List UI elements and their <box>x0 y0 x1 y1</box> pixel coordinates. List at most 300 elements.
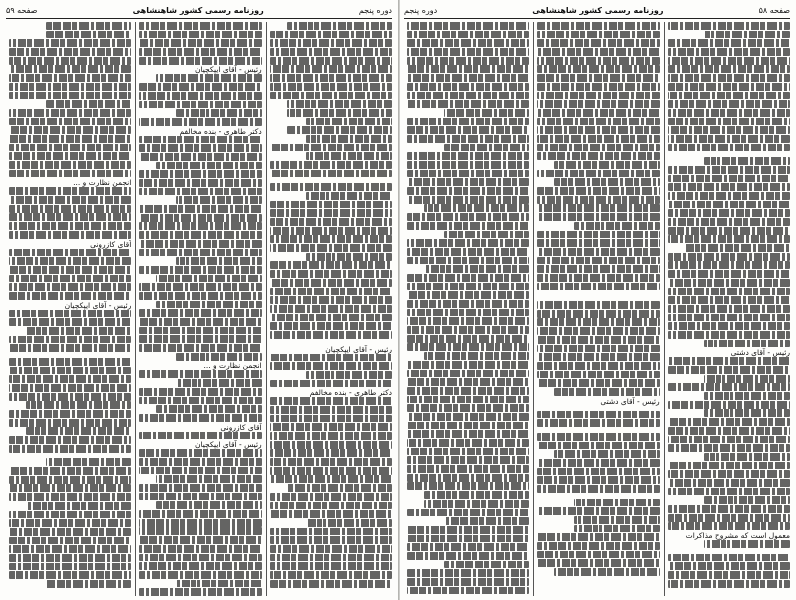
left-page-columns <box>6 22 392 596</box>
text-line <box>270 227 392 235</box>
text-line <box>668 505 790 513</box>
text-line <box>407 552 529 560</box>
text-line <box>537 196 659 204</box>
text-line <box>270 354 392 362</box>
text-line <box>668 65 790 73</box>
text-line <box>407 370 529 378</box>
text-line <box>9 144 131 152</box>
text-line <box>139 188 261 196</box>
text-line <box>537 411 659 419</box>
text-line <box>424 204 529 212</box>
text-line <box>9 231 131 239</box>
text-line <box>407 135 529 143</box>
text-line <box>270 580 392 588</box>
text-line <box>537 48 659 56</box>
text-line <box>537 57 659 65</box>
text-line <box>9 511 131 519</box>
text-line <box>9 545 131 553</box>
text-line <box>668 562 790 570</box>
text-line <box>156 301 261 309</box>
text-line <box>668 135 790 143</box>
text-line <box>407 413 529 421</box>
text-line <box>537 152 659 160</box>
text-line <box>444 561 530 569</box>
right-page-term: دوره پنجم <box>404 6 438 15</box>
text-line <box>46 31 132 39</box>
text-line <box>9 344 131 352</box>
text-line <box>704 540 790 548</box>
text-line <box>407 257 529 265</box>
text-column <box>404 22 529 596</box>
text-line <box>537 22 659 30</box>
text-line <box>668 462 790 470</box>
text-line <box>407 83 529 91</box>
text-line <box>407 578 529 586</box>
text-line <box>156 475 261 483</box>
text-line <box>156 74 261 82</box>
text-line <box>9 537 131 545</box>
text-line <box>668 48 790 56</box>
text-line <box>46 100 132 108</box>
text-line <box>537 336 659 344</box>
text-line <box>537 419 659 427</box>
text-line <box>139 249 261 257</box>
text-line <box>554 178 659 186</box>
text-line <box>46 580 132 588</box>
text-line <box>139 92 261 100</box>
text-line <box>407 248 529 256</box>
text-line <box>9 48 131 56</box>
text-line <box>9 196 131 204</box>
text-line <box>537 310 659 318</box>
text-line <box>139 309 261 317</box>
text-line <box>270 270 392 278</box>
text-line <box>407 74 529 82</box>
text-line <box>668 201 790 209</box>
text-line <box>407 335 529 343</box>
text-line <box>537 65 659 73</box>
text-line <box>407 404 529 412</box>
text-line <box>9 336 131 344</box>
text-line <box>139 510 261 518</box>
text-line <box>537 433 659 441</box>
text-line <box>407 92 529 100</box>
text-line <box>270 502 392 510</box>
text-line <box>306 519 392 527</box>
text-line <box>270 458 392 466</box>
left-page-title: روزنامه رسمی کشور شاهنشاهی <box>132 6 264 15</box>
text-line <box>668 488 790 496</box>
text-line <box>407 543 529 551</box>
text-line <box>9 92 131 100</box>
text-line <box>537 371 659 379</box>
text-line <box>139 519 261 527</box>
text-line <box>537 559 659 567</box>
text-line <box>444 109 530 117</box>
text-line <box>270 571 392 579</box>
text-line <box>407 422 529 430</box>
text-line <box>407 456 529 464</box>
text-line <box>270 362 392 370</box>
text-line <box>424 352 529 360</box>
text-line <box>139 327 261 335</box>
text-line <box>704 340 790 348</box>
text-line <box>407 57 529 65</box>
text-line <box>270 415 392 423</box>
text-line <box>554 161 659 169</box>
text-line <box>9 436 131 444</box>
text-line <box>176 109 262 117</box>
text-line <box>139 388 261 396</box>
text-line <box>139 562 261 570</box>
text-line <box>139 449 261 457</box>
text-line <box>9 65 131 73</box>
text-line <box>139 222 261 230</box>
text-line <box>270 467 392 475</box>
right-page <box>398 0 796 600</box>
text-line <box>407 430 529 438</box>
text-line <box>407 482 529 490</box>
text-line <box>668 571 790 579</box>
text-line <box>668 227 790 235</box>
text-line <box>537 301 659 309</box>
text-line <box>26 327 131 335</box>
text-line <box>537 265 659 273</box>
text-line <box>668 261 790 269</box>
text-line <box>407 187 529 195</box>
text-line <box>537 318 659 326</box>
text-line <box>424 265 529 273</box>
right-page-columns <box>404 22 790 596</box>
text-line <box>9 205 131 213</box>
text-line <box>668 554 790 562</box>
text-line <box>668 580 790 588</box>
text-line <box>574 499 660 507</box>
text-line <box>407 48 529 56</box>
text-line <box>407 535 529 543</box>
text-line: رئیس - آقای دشتی <box>600 396 660 406</box>
text-line <box>407 309 529 317</box>
text-line <box>668 22 790 30</box>
text-line <box>407 118 529 126</box>
text-line <box>407 22 529 30</box>
text-line <box>306 152 392 160</box>
text-line <box>270 279 392 287</box>
text-line <box>407 439 529 447</box>
text-line <box>668 314 790 322</box>
text-line <box>407 65 529 73</box>
text-line <box>668 209 790 217</box>
text-line <box>9 57 131 65</box>
text-line <box>270 170 392 178</box>
text-line <box>139 179 261 187</box>
text-line <box>537 100 659 108</box>
text-line <box>270 314 392 322</box>
text-line <box>407 178 529 186</box>
text-line <box>407 317 529 325</box>
text-line <box>139 83 261 91</box>
text-line <box>176 353 262 361</box>
text-line <box>537 248 659 256</box>
text-line <box>668 183 790 191</box>
text-line <box>9 476 131 484</box>
text-line <box>407 291 529 299</box>
text-line <box>306 371 392 379</box>
text-line <box>270 288 392 296</box>
text-line <box>270 423 392 431</box>
text-line <box>668 322 790 330</box>
text-line <box>287 100 392 108</box>
text-line <box>668 305 790 313</box>
text-line <box>139 39 261 47</box>
text-line <box>537 187 659 195</box>
text-line <box>407 343 529 351</box>
text-line <box>139 588 261 596</box>
text-line <box>270 83 392 91</box>
text-line <box>9 571 131 579</box>
text-line <box>9 74 131 82</box>
text-line <box>9 310 131 318</box>
text-line <box>139 344 261 352</box>
text-column <box>664 22 790 596</box>
text-line <box>704 157 790 165</box>
text-line <box>270 65 392 73</box>
text-line <box>270 331 392 339</box>
text-line <box>270 406 392 414</box>
text-line <box>668 288 790 296</box>
text-line <box>9 275 131 283</box>
text-line <box>176 379 262 387</box>
text-line <box>139 101 261 109</box>
text-line <box>139 48 261 56</box>
text-line <box>537 327 659 335</box>
text-line: معمول است که مشروح مذاکرات <box>685 531 790 541</box>
text-line <box>554 388 659 396</box>
text-column <box>135 22 261 596</box>
text-line <box>9 528 131 536</box>
text-line <box>407 326 529 334</box>
text-line <box>407 39 529 47</box>
text-line <box>270 39 392 47</box>
text-line <box>537 476 659 484</box>
text-line <box>270 528 392 536</box>
text-line <box>668 479 790 487</box>
text-line <box>139 283 261 291</box>
text-line <box>668 39 790 47</box>
text-line <box>9 384 131 392</box>
text-line <box>139 414 261 422</box>
text-line <box>554 568 659 576</box>
text-line <box>9 410 131 418</box>
text-line <box>176 580 262 588</box>
text-column <box>6 22 131 596</box>
text-line <box>9 393 131 401</box>
text-line <box>704 375 790 383</box>
text-line <box>668 192 790 200</box>
text-line <box>407 213 529 221</box>
text-line <box>668 366 790 374</box>
text-line <box>537 126 659 134</box>
text-line <box>9 109 131 117</box>
text-line <box>270 48 392 56</box>
text-line <box>704 496 790 504</box>
text-line <box>407 274 529 282</box>
text-line <box>139 493 261 501</box>
text-line: آقای کازرونی <box>220 422 262 432</box>
text-line <box>668 57 790 65</box>
text-line <box>407 161 529 169</box>
text-line <box>537 353 659 361</box>
text-line: دکتر طاهری - بنده مخالفم <box>179 126 262 136</box>
text-line <box>9 135 131 143</box>
text-line <box>270 562 392 570</box>
text-line <box>407 283 529 291</box>
text-line <box>306 118 392 126</box>
text-line <box>537 442 659 450</box>
text-line <box>444 231 530 239</box>
text-line <box>270 74 392 82</box>
text-line <box>537 204 659 212</box>
text-line <box>537 83 659 91</box>
text-line <box>407 126 529 134</box>
text-line <box>139 318 261 326</box>
text-line <box>9 283 131 291</box>
text-line <box>668 166 790 174</box>
text-line <box>9 358 131 366</box>
text-line <box>139 397 261 405</box>
text-line <box>270 244 392 252</box>
right-page-header <box>404 4 790 19</box>
text-line <box>537 92 659 100</box>
text-line <box>407 152 529 160</box>
text-line <box>270 536 392 544</box>
text-line <box>306 192 392 200</box>
text-line <box>139 170 261 178</box>
text-line <box>537 144 659 152</box>
text-line <box>139 205 261 213</box>
text-line <box>668 270 790 278</box>
text-line <box>668 383 790 391</box>
text-line <box>407 31 529 39</box>
text-line <box>574 525 660 533</box>
text-line <box>444 144 530 152</box>
text-line <box>9 222 131 230</box>
text-line <box>26 502 131 510</box>
right-page-title: روزنامه رسمی کشور شاهنشاهی <box>532 6 664 15</box>
text-line <box>9 445 131 453</box>
text-line <box>139 335 261 343</box>
text-line <box>537 170 659 178</box>
text-line <box>26 427 131 435</box>
text-line <box>139 370 261 378</box>
text-line <box>407 587 529 595</box>
text-line <box>270 31 392 39</box>
text-line <box>270 235 392 243</box>
text-line <box>270 380 392 388</box>
text-line: رئیس - آقای ایپکچیان <box>325 344 392 354</box>
right-page-number: صفحه ۵۸ <box>758 6 790 15</box>
text-line <box>139 31 261 39</box>
text-line <box>156 275 261 283</box>
text-line <box>537 283 659 291</box>
text-line <box>668 175 790 183</box>
text-line <box>537 459 659 467</box>
text-line <box>407 526 529 534</box>
text-line <box>407 196 529 204</box>
text-line <box>574 222 660 230</box>
text-line <box>407 361 529 369</box>
text-line <box>668 218 790 226</box>
text-line <box>287 22 392 30</box>
text-line: آقای کازرونی <box>90 239 132 249</box>
text-line <box>704 392 790 400</box>
text-line <box>537 533 659 541</box>
text-line <box>537 379 659 387</box>
text-line <box>424 500 529 508</box>
text-line: رئیس - آقای دشتی <box>730 348 790 358</box>
text-line <box>9 213 131 221</box>
text-line: رئیس - آقای ایپکچیان <box>194 440 262 450</box>
text-line <box>46 22 132 30</box>
text-line <box>9 375 131 383</box>
text-line <box>139 292 261 300</box>
text-line <box>537 118 659 126</box>
text-line <box>9 266 131 274</box>
text-line <box>9 318 131 326</box>
text-line <box>668 144 790 152</box>
text-line <box>407 448 529 456</box>
text-line <box>9 39 131 47</box>
text-line <box>668 401 790 409</box>
text-line <box>176 257 262 265</box>
text-line <box>668 436 790 444</box>
text-line <box>407 239 529 247</box>
text-line <box>26 401 131 409</box>
text-line <box>537 485 659 493</box>
text-line <box>668 118 790 126</box>
text-line: دکتر طاهری - بنده مخالفم <box>309 388 392 398</box>
text-line <box>156 162 261 170</box>
text-line <box>424 491 529 499</box>
text-line <box>685 244 790 252</box>
text-line <box>668 522 790 530</box>
text-line <box>156 501 261 509</box>
text-line <box>537 468 659 476</box>
text-line <box>139 554 261 562</box>
text-line <box>270 261 392 269</box>
text-line <box>270 92 392 100</box>
text-line <box>270 397 392 405</box>
text-line <box>9 152 131 160</box>
text-line <box>270 218 392 226</box>
text-line <box>287 126 392 134</box>
text-line <box>270 510 392 518</box>
text-line <box>9 563 131 571</box>
text-line <box>407 474 529 482</box>
text-line <box>270 209 392 217</box>
text-line <box>537 551 659 559</box>
text-line <box>537 109 659 117</box>
text-line <box>9 467 131 475</box>
text-line <box>407 509 529 517</box>
text-line <box>9 484 131 492</box>
text-line <box>287 109 392 117</box>
text-line <box>704 409 790 417</box>
text-line <box>668 296 790 304</box>
text-line <box>9 554 131 562</box>
text-line <box>139 231 261 239</box>
text-line <box>9 249 131 257</box>
